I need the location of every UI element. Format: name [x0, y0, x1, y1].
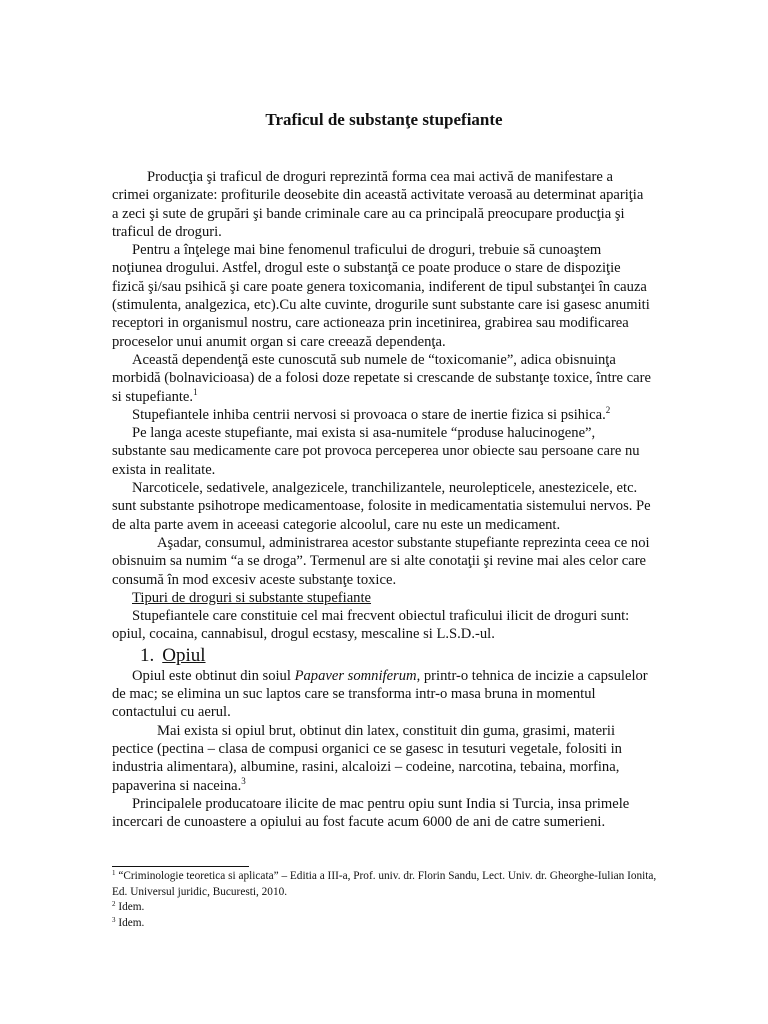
footnote-1	[112, 869, 657, 900]
footnote-text: Idem.	[118, 901, 145, 913]
paragraph-3	[112, 351, 652, 406]
footnote-text: Idem.	[118, 916, 145, 929]
paragraph-3-text: Această dependenţă este cunoscută sub numele de “toxicomanie”, adica obisnuinţa morbidă (bolnavicioasa) de a folosi doze repetate si crescande de substanţe toxice, între care si stupefiante.	[112, 351, 651, 405]
page-title: Traficul de substanţe stupefiante	[265, 110, 503, 129]
heading-opiul	[140, 645, 652, 667]
paragraph-10	[112, 722, 652, 795]
paragraph-5: Pe langa aceste stupefiante, mai exista si asa-numitele “produse halucinogene”, substante sau medicamente care pot provoca perceperea unor obiecte sau persoane care nu exista in realitate.	[112, 425, 640, 478]
footnote-2	[112, 900, 657, 916]
paragraph-9	[112, 667, 652, 722]
footnote-ref-3[interactable]: 3	[241, 775, 246, 786]
paragraph-11: Principalele producatoare ilicite de mac pentru opiu sunt India si Turcia, insa primele incercari de cunoastere a opiului au fost facute acum 6000 de ani de catre sumerieni.	[112, 795, 630, 831]
footnote-text: “Criminologie teoretica si aplicata” – Editia a III-a, Prof. univ. dr. Florin Sandu, Lect. Univ. dr. Gheorghe-Iulian Ionita, Ed. Universul juridic, Bucuresti, 2010.	[112, 870, 657, 898]
footnote-ref-1[interactable]: 1	[193, 386, 198, 397]
paragraph-1: Producţia şi traficul de droguri reprezintă forma cea mai activă de manifestare a crimei organizate: profiturile deosebite din această activitate veroasă au determinat apariţia a zeci şi sute de grupări şi bande criminale care au ca principală preocupare producţia şi traficul de droguri.	[112, 169, 644, 240]
heading-text: Opiul	[162, 644, 206, 666]
paragraph-7: Aşadar, consumul, administrarea acestor substante stupefiante reprezinta ceea ce noi obisnuim sa numim “a se droga”. Termenul are si alte conotaţii şi revine mai ales celor care consumă în mod excesiv aceste substanţe toxice.	[112, 534, 650, 588]
paragraph-9-start: Opiul este obtinut din soiul	[132, 667, 295, 684]
paragraph-9-end: , printr-o tehnica de incizie a capsulelor de mac; se elimina un suc laptos care se transforma intr-o masa bruna in momentul contactului cu aerul.	[112, 667, 648, 721]
footnote-number: 1	[112, 869, 116, 877]
heading-number: 1.	[140, 644, 155, 666]
footnote-number: 3	[112, 915, 116, 924]
footnote-3	[112, 916, 657, 932]
paragraph-4-text: Stupefiantele inhiba centrii nervosi si provoaca o stare de inertie fizica si psihica.	[132, 406, 606, 423]
footnotes-section	[112, 866, 657, 931]
footnote-divider	[112, 866, 249, 867]
paragraph-8: Stupefiantele care constituie cel mai frecvent obiectul traficului ilicit de droguri sunt: opiul, cocaina, cannabisul, drogul ecstasy, mescaline si L.S.D.-ul.	[112, 608, 630, 643]
section-heading: Tipuri de droguri si substante stupefiante	[132, 589, 372, 606]
paragraph-2: Pentru a înţelege mai bine fenomenul traficului de droguri, trebuie să cunoaştem noţiunea drogului. Astfel, drogul este o substanţă ce poate produce o stare de dispoziţie fizică şi/sau psihică şi care poate genera toxicomania, indiferent de tipul substanţei în cauza (stimulenta, analgezica, etc).Cu alte cuvinte, drogurile sunt substante care isi gasesc anumiti receptori in organismul nostru, care actioneaza prin incetinirea, grabirea sau modificarea proceselor unui anumit organ si care creează dependenţa.	[112, 242, 650, 350]
paragraph-6: Narcoticele, sedativele, analgezicele, tranchilizantele, neurolepticele, anestezicele, etc. sunt substante psihotrope medicamentoase, folosite in medicamentatia sistemului nervos. Pe de alta parte avem in aceeasi categorie alcoolul, care nu este un medicament.	[112, 480, 651, 533]
footnote-ref-2[interactable]: 2	[605, 404, 611, 415]
species-name: Papaver somniferum	[294, 667, 417, 684]
document-body	[112, 168, 652, 831]
paragraph-4	[112, 406, 652, 424]
paragraph-10-text: Mai exista si opiul brut, obtinut din latex, constituit din guma, grasimi, materii pectice (pectina – clasa de compusi organici ce se gasesc in tesuturi vegetale, folositi in industria alimentara), albumine, rasini, alcaloizi – codeine, narcotina, tebaina, morfina, papaverina si naceina.	[112, 722, 622, 794]
footnote-number: 2	[112, 900, 116, 908]
